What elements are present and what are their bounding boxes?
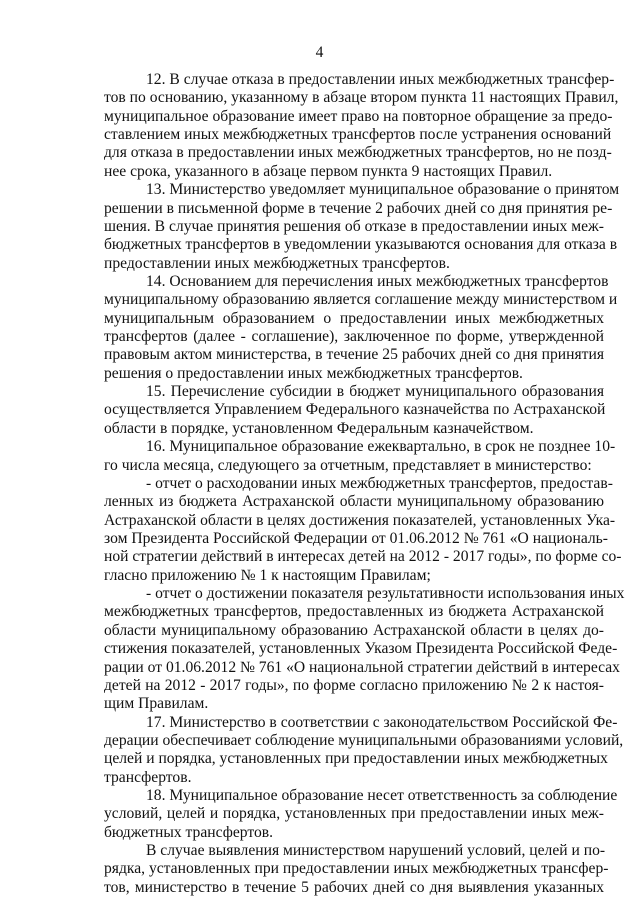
text-line: шения. В случае принятия решения об отказе в предоставлении иных меж- — [104, 217, 604, 235]
text-line: муниципальное образование имеет право на повторное обращение за предо- — [104, 107, 613, 125]
text-line: области муниципальному образованию Астраханской области в целях до- — [104, 621, 604, 639]
text-line: условий, целей и порядка, установленных при предоставлении иных меж- — [104, 805, 604, 823]
text-line: целей и порядка, установленных при предоставлении иных межбюджетных — [104, 750, 608, 768]
text-line: 12. В случае отказа в предоставлении иных межбюджетных трансфер- — [146, 71, 615, 88]
text-line: бюджетных трансфертов. — [104, 823, 274, 841]
text-line: рации от 01.06.2012 № 761 «О национальной стратегии действий в интересах — [104, 658, 620, 676]
text-line: В случае выявления министерством нарушений условий, целей и по- — [146, 842, 606, 860]
text-line: детей на 2012 - 2017 годы», по форме согласно приложению № 2 к настоя- — [104, 676, 604, 694]
paragraph — [104, 71, 619, 181]
text-line: стижения показателей, установленных Указом Президента Российской Феде- — [104, 640, 618, 658]
paragraph — [104, 474, 622, 585]
document-body — [104, 71, 625, 897]
paragraph — [104, 181, 620, 273]
text-line: для отказа в предоставлении иных межбюджетных трансфертов, но не позд- — [104, 144, 612, 162]
paragraph — [104, 383, 604, 438]
text-line: тов по основанию, указанному в абзаце втором пункта 11 настоящих Правил, — [104, 89, 619, 107]
text-line: межбюджетных трансфертов, предоставленных из бюджета Астраханской — [104, 603, 604, 621]
text-line: тов, министерство в течение 5 рабочих дней со дня выявления указанных — [104, 878, 604, 896]
text-line: области в порядке, установленном Федеральным казначейством. — [104, 419, 534, 437]
text-line: ленных из бюджета Астраханской области муниципальному образованию — [104, 493, 604, 511]
text-line: ставлением иных межбюджетных трансфертов после устранения оснований — [104, 126, 612, 144]
text-line: трансфертов (далее - соглашение), заключенное по форме, утвержденной — [104, 328, 604, 346]
text-line: Астраханской области в целях достижения показателей, установленных Ука- — [104, 511, 616, 529]
paragraph — [104, 438, 616, 475]
paragraph — [104, 272, 618, 383]
text-line: решения о предоставлении иных межбюджетных трансфертов. — [104, 364, 523, 382]
text-line: ной стратегии действий в интересах детей на 2012 - 2017 годы», по форме со- — [104, 548, 622, 566]
text-line: 16. Муниципальное образование ежеквартально, в срок не позднее 10- — [146, 438, 616, 456]
text-line: 17. Министерство в соответствии с законодательством Российской Фе- — [146, 713, 618, 731]
text-line: муниципальным образованием о предоставлении иных межбюджетных — [104, 309, 604, 327]
text-line: дерации обеспечивает соблюдение муниципальными образованиями условий, — [104, 731, 624, 749]
text-line: 14. Основанием для перечисления иных межбюджетных трансфертов — [146, 272, 609, 290]
text-line: муниципальному образованию является соглашение между министерством и — [104, 291, 618, 309]
text-line: гласно приложению № 1 к настоящим Правилам; — [104, 566, 431, 584]
text-line: рядка, установленных при предоставлении иных межбюджетных трансфер- — [104, 860, 609, 878]
text-line: - отчет о расходовании иных межбюджетных трансфертов, предостав- — [146, 474, 613, 492]
paragraph — [104, 585, 625, 714]
text-line: 18. Муниципальное образование несет ответственность за соблюдение — [146, 787, 618, 805]
page-number: 4 — [315, 44, 324, 61]
text-line: трансфертов. — [104, 768, 192, 786]
text-line: 13. Министерство уведомляет муниципальное образование о принятом — [146, 181, 620, 199]
text-line: зом Президента Российской Федерации от 01.06.2012 № 761 «О националь- — [104, 529, 608, 547]
text-line: предоставлении иных межбюджетных трансфертов. — [104, 254, 450, 272]
text-line: нее срока, указанного в абзаце первом пункта 9 настоящих Правил. — [104, 162, 553, 180]
paragraph — [104, 787, 618, 842]
text-line: бюджетных трансфертов в уведомлении указываются основания для отказа в — [104, 236, 618, 254]
text-line: 15. Перечисление субсидии в бюджет муниципального образования — [146, 383, 604, 401]
paragraph — [104, 713, 624, 787]
text-line: осуществляется Управлением Федерального казначейства по Астраханской — [104, 401, 606, 419]
paragraph — [104, 842, 609, 897]
text-line: правовым актом министерства, в течение 25 рабочих дней со дня принятия — [104, 346, 604, 364]
text-line: го числа месяца, следующего за отчетным, представляет в министерство: — [104, 456, 592, 474]
text-line: - отчет о достижении показателя результативности использования иных — [146, 585, 625, 603]
text-line: решении в письменной форме в течение 2 рабочих дней со дня принятия ре- — [104, 199, 613, 217]
text-line: щим Правилам. — [104, 695, 209, 713]
